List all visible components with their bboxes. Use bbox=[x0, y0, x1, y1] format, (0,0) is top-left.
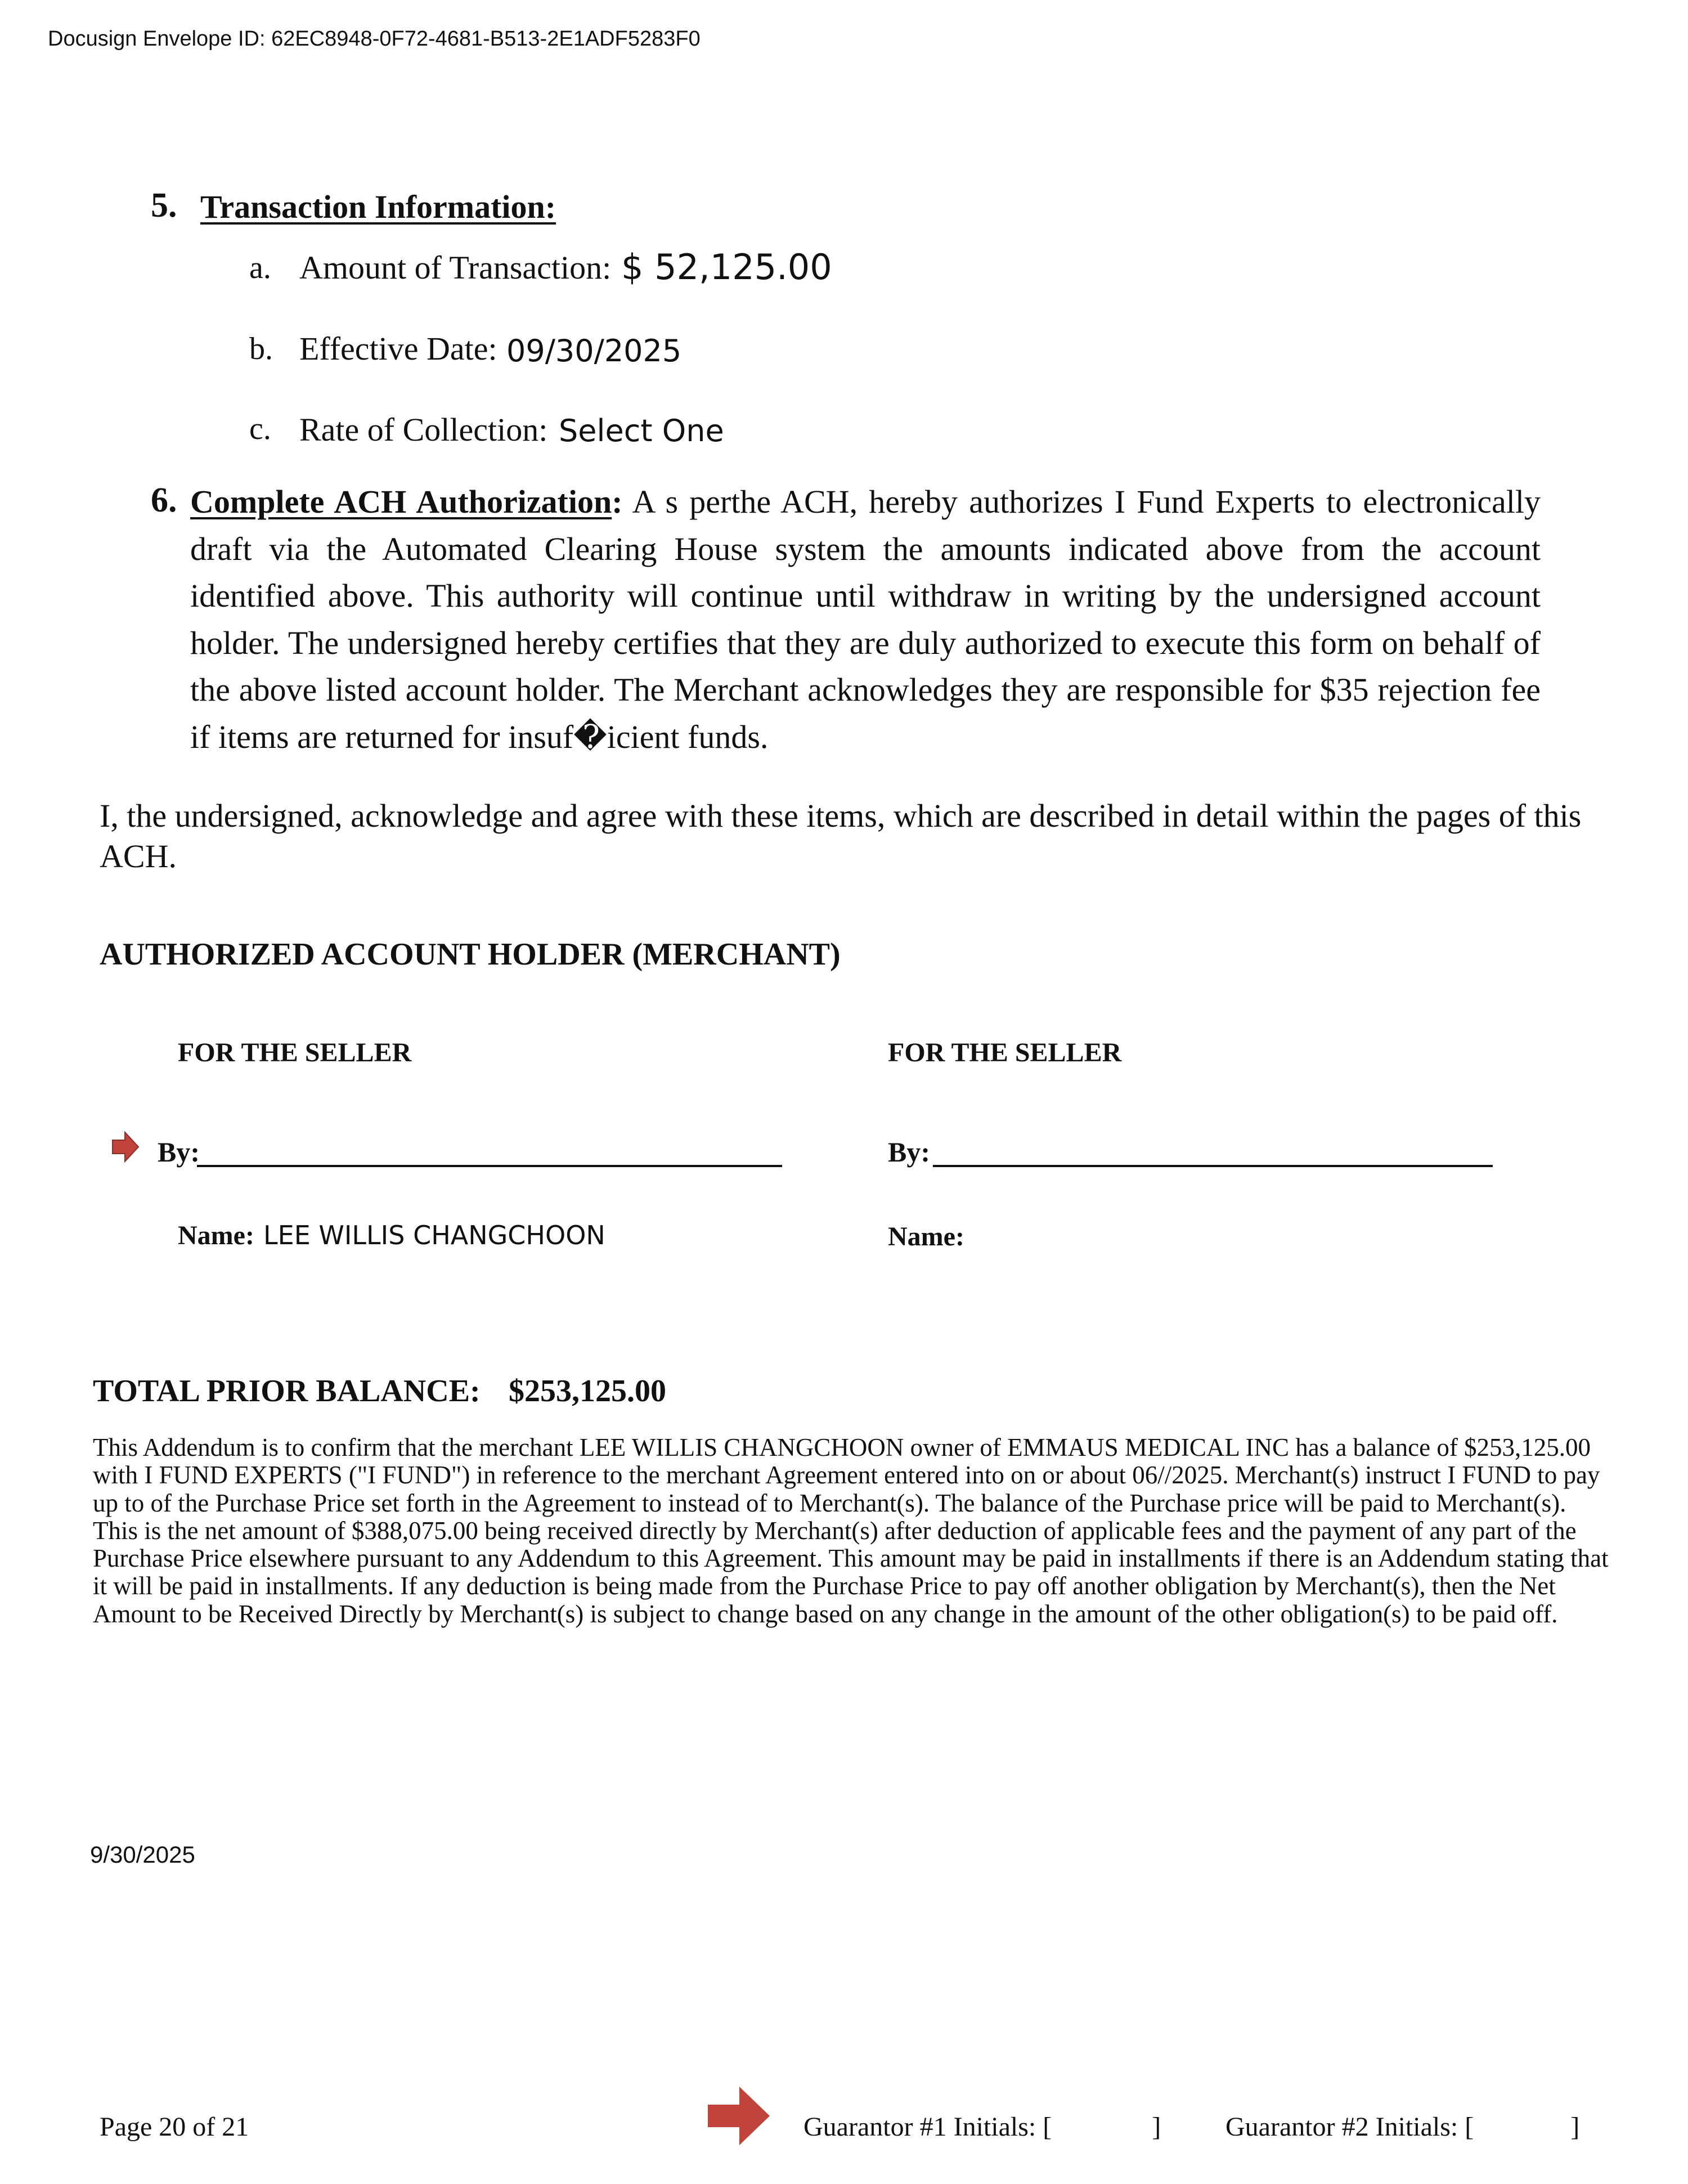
section-6-colon: : bbox=[612, 483, 623, 520]
by-label-right: By: bbox=[888, 1136, 930, 1168]
sign-here-arrow-icon[interactable] bbox=[111, 1131, 140, 1163]
guarantor-1-initials[interactable] bbox=[803, 2111, 1161, 2142]
guarantor-2-label: Guarantor #2 Initials: [ bbox=[1225, 2112, 1474, 2142]
total-prior-balance-value: $253,125.00 bbox=[509, 1374, 666, 1409]
guarantor-1-label: Guarantor #1 Initials: [ bbox=[803, 2112, 1052, 2142]
guarantor-2-initials[interactable] bbox=[1225, 2111, 1579, 2142]
name-label-left: Name: bbox=[178, 1221, 254, 1250]
item-b-letter: b. bbox=[249, 331, 273, 366]
signature-line-right[interactable] bbox=[933, 1165, 1493, 1167]
rate-of-collection-label: Rate of Collection: bbox=[299, 411, 548, 448]
amount-of-transaction-label: Amount of Transaction: bbox=[299, 249, 612, 286]
signed-date: 9/30/2025 bbox=[90, 1841, 195, 1868]
name-label-right: Name: bbox=[888, 1222, 964, 1252]
initials-arrow-icon[interactable] bbox=[708, 2086, 771, 2146]
guarantor-1-close: ] bbox=[1152, 2112, 1161, 2142]
section-5-number: 5. bbox=[151, 186, 177, 225]
acknowledgement-text: I, the undersigned, acknowledge and agree with these items, which are described in detail within the pages of this ACH. bbox=[100, 797, 1582, 875]
by-label-left: By: bbox=[158, 1136, 200, 1168]
account-holder-heading: AUTHORIZED ACCOUNT HOLDER (MERCHANT) bbox=[100, 937, 841, 972]
rate-of-collection-select[interactable]: Select One bbox=[559, 413, 724, 449]
ach-authorization-text: A s perthe ACH, hereby authorizes I Fund Experts to electronically draft via the Automated Clearing House system the amounts indicated above from the account identified above. This authority will continue until withdraw in writing by the undersigned account holder. The undersigned hereby certifies that they are duly authorized to execute this form on behalf of the above listed account holder. The Merchant acknowledges they are responsible for $35 rejection fee if items are returned for insuf�icient funds. bbox=[190, 483, 1541, 755]
ach-authorization-paragraph bbox=[190, 478, 1541, 760]
section-6-title: Complete ACH Authorization bbox=[190, 483, 612, 520]
section-6-number: 6. bbox=[151, 481, 177, 519]
total-prior-balance-label: TOTAL PRIOR BALANCE: bbox=[93, 1374, 481, 1409]
name-field-left[interactable]: LEE WILLIS CHANGCHOON bbox=[263, 1220, 605, 1250]
section-5-title: Transaction Information: bbox=[200, 189, 556, 225]
guarantor-2-close: ] bbox=[1570, 2112, 1580, 2142]
addendum-text: This Addendum is to confirm that the merchant LEE WILLIS CHANGCHOON owner of EMMAUS MEDICAL INC has a balance of $253,125.00 with I FUND EXPERTS ("I FUND") in reference to the merchant Agreement entered into on or about 06//2025. Merchant(s) instruct I FUND to pay up to of the Purchase Price set forth in the Agreement to instead of to Merchant(s). The balance of the Purchase price will be paid to Merchant(s). This is the net amount of $388,075.00 being received directly by Merchant(s) after deduction of applicable fees and the payment of any part of the Purchase Price elsewhere pursuant to any Addendum to this Agreement. This amount may be paid in installments if there is an Addendum stating that it will be paid in installments. If any deduction is being made from the Purchase Price to pay off another obligation by Merchant(s), then the Net Amount to be Received Directly by Merchant(s) is subject to change based on any change in the amount of the other obligation(s) to be paid off. bbox=[93, 1433, 1609, 1628]
seller-heading-left: FOR THE SELLER bbox=[178, 1038, 412, 1068]
page-number: Page 20 of 21 bbox=[100, 2112, 249, 2142]
signature-line-left[interactable] bbox=[197, 1165, 782, 1167]
seller-heading-right: FOR THE SELLER bbox=[888, 1038, 1122, 1068]
effective-date-label: Effective Date: bbox=[299, 330, 497, 367]
item-a-letter: a. bbox=[249, 250, 271, 285]
item-c-letter: c. bbox=[249, 411, 271, 446]
envelope-id: Docusign Envelope ID: 62EC8948-0F72-4681-B513-2E1ADF5283F0 bbox=[48, 27, 701, 51]
amount-of-transaction-field[interactable]: $ 52,125.00 bbox=[621, 246, 832, 288]
effective-date-field[interactable]: 09/30/2025 bbox=[506, 333, 682, 369]
